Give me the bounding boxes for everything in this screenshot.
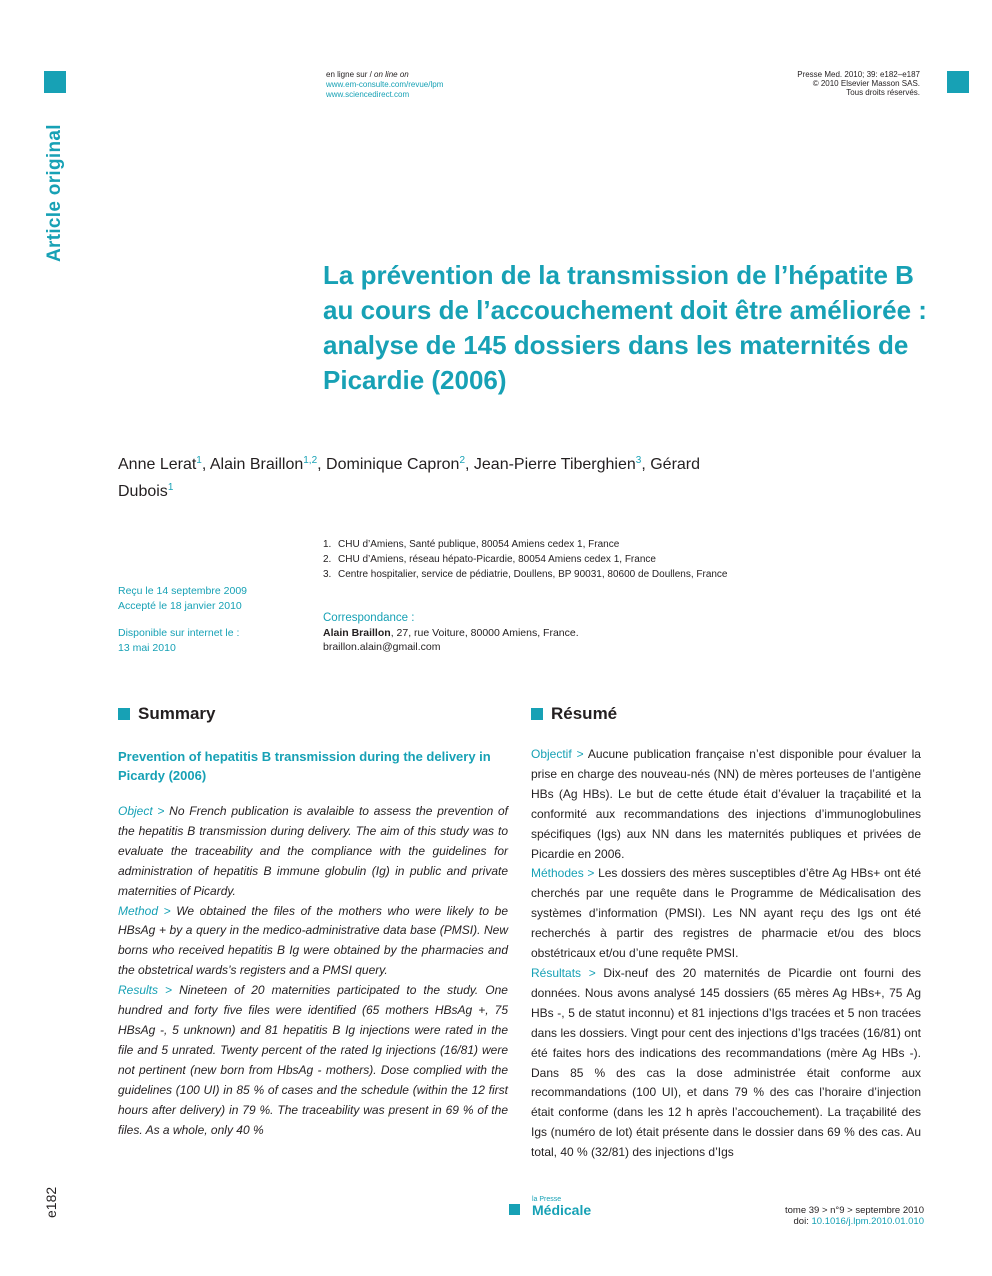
issue-info: tome 39 > n°9 > septembre 2010 doi: 10.1016/j.lpm.2010.01.010	[784, 1205, 924, 1227]
summary-paragraph: Method > We obtained the files of the mothers who were likely to be HBsAg + by a query in the medico-administrative data base (PMSI). New borns who received hepatitis B Ig were obtained by the pharmacies and the obstetrical wards’s registers and a PMSI query.	[118, 903, 509, 978]
accepted-date: Accepté le 18 janvier 2010	[118, 599, 242, 612]
submission-dates	[118, 584, 247, 613]
summary-paragraph: Results > Nineteen of 20 maternities participated to the study. One hundred and forty five files were identified (65 mothers HBsAg +, 75 HBsAg -, 5 unknown) and 81 hepatitis B Ig injections were rated in the file and 5 unrated. Twenty percent of the rated Ig injections (16/81) were not pertinent (new born from HbsAg - mothers). Dose complied with the guidelines (100 UI) in 85 % of cases and the schedule (within the 12 first hours after delivery) in 79 %. The traceability was present in 69 % of the files. As a whole, only 40 %	[118, 983, 508, 1137]
author: Alain Braillon$^{1,2}$	[209, 455, 318, 473]
journal-url-link[interactable]: www.em-consulte.com/revue/lpm	[326, 80, 444, 89]
sciencedirect-link[interactable]: www.sciencedirect.com	[326, 90, 410, 99]
affiliation-item: 1. CHU d’Amiens, Santé publique, 80054 Amiens cedex 1, France	[323, 539, 620, 550]
correspondence-name: Alain Braillon	[323, 626, 391, 639]
affiliations	[323, 537, 743, 582]
resume-paragraph: Méthodes > Les dossiers des mères susceptibles d’être Ag HBs+ ont été cherchés par une requête dans le Programme de Médicalisation des systèmes d’information (PMSI). Les NN ayant reçu des Igs ont été recherchés à partir des registres de pharmacie et/ou des blocs obstétricaux et/ou d’une requête PMSI.	[531, 866, 921, 961]
article-type-label: Article original	[44, 124, 65, 262]
online-availability: en ligne sur / on line on www.em-consulte.com/revue/lpm www.sciencedirect.com	[326, 70, 444, 99]
author: Jean-Pierre Tiberghien$^3$	[473, 455, 642, 473]
resume-body	[531, 745, 921, 1163]
article-title: La prévention de la transmission de l’hépatite B au cours de l’accouchement doit être améliorée : analyse de 145 dossiers dans les maternités de Picardie (2006)	[323, 260, 927, 395]
author: Dominique Capron$^2$	[326, 455, 466, 473]
author-list: Anne Lerat$^1$, Alain Braillon$^{1,2}$, Dominique Capron$^2$, Jean-Pierre Tiberghien$^3$, Gérard Dubois$^1$	[118, 455, 701, 500]
online-date: Disponible sur internet le : 13 mai 2010	[118, 627, 240, 654]
square-bullet-icon	[118, 708, 130, 720]
correspondence: Correspondance : Alain Braillon, 27, rue Voiture, 80000 Amiens, France. braillon.alain@gmail.com	[323, 612, 579, 653]
resume-heading: Résumé	[531, 704, 617, 724]
square-bullet-icon	[531, 708, 543, 720]
summary-paragraph: Object > No French publication is avalaible to assess the prevention of the hepatitis B transmission during delivery. The aim of this study was to evaluate the traceability and the compliance with the guidelines for administration of hepatitis B immune globulin (Ig) in public and private maternities of Picardy.	[118, 804, 509, 898]
page-number: e182	[43, 1186, 59, 1218]
author: Anne Lerat$^1$	[118, 455, 202, 473]
corner-square-left	[44, 71, 66, 93]
english-title: Prevention of hepatitis B transmission during the delivery in Picardy (2006)	[118, 749, 491, 783]
logo-square-icon	[509, 1204, 520, 1215]
received-date: Reçu le 14 septembre 2009	[118, 585, 247, 597]
correspondence-heading: Correspondance :	[323, 612, 415, 624]
journal-reference: Presse Med. 2010; 39: e182–e187 © 2010 Elsevier Masson SAS. Tous droits réservés.	[797, 70, 920, 97]
resume-paragraph: Objectif > Aucune publication française n’est disponible pour évaluer la prise en charge des nouveau-nés (NN) de mères porteuses de l’antigène HBs (Ag HBs). Le but de cette étude était d’évaluer la traçabilité et la conformité aux recommandations des injections d’immunoglobulines spécifiques (Igs) aux NN dans les maternités publiques et privées de Picardie en 2006.	[531, 747, 921, 861]
affiliation-item: 2. CHU d’Amiens, réseau hépato-Picardie, 80054 Amiens cedex 1, France	[323, 554, 656, 565]
correspondence-email[interactable]: braillon.alain@gmail.com	[323, 641, 441, 653]
doi-link[interactable]: 10.1016/j.lpm.2010.01.010	[811, 1216, 924, 1227]
author: Gérard Dubois$^1$	[118, 456, 701, 500]
journal-logo: la Presse Médicale	[509, 1196, 591, 1217]
summary-body	[118, 802, 508, 1140]
summary-heading: Summary	[118, 704, 215, 724]
corner-square-right	[947, 71, 969, 93]
affiliation-item: 3. Centre hospitalier, service de pédiatrie, Doullens, BP 90031, 80600 de Doullens, France	[323, 569, 728, 580]
resume-paragraph: Résultats > Dix-neuf des 20 maternités de Picardie ont fourni des données. Nous avons analysé 145 dossiers (65 mères Ag HBs+, 75 Ag HBs -, 5 de statut inconnu) et 81 injections d’Igs tracées et 5 non tracées dans les dossiers. Vingt pour cent des injections d’Igs tracées (16/81) ont été faites hors des indications des recommandations (mère Ag HBs -). Dans 85 % des cas la dose administrée était conforme aux recommandations (100 UI), et dans 79 % des cas l’horaire d’injection était conforme (dans les 12 h après l’accouchement). La traçabilité des Igs (numéro de lot) était présente dans le dossier dans 69 % des cas. Au total, 40 % (32/81) des injections d’Igs	[531, 965, 922, 1160]
